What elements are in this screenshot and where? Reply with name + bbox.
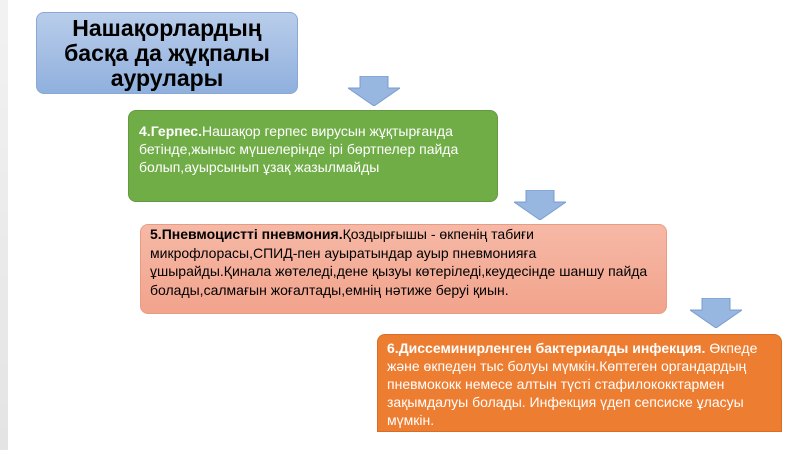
item-text: Қоздырғышы - өкпенің табиғи микрофлорасы,СПИД-пен ауыратындар ауыр пневмонияға ұшырайды.Қинала жөтеледі,дене қызуы көтеріледі,кеудесінде шаншу пайда болады,салмағын жоғалтады,емнің нәтиже беруі қиын.: [150, 226, 648, 298]
title-box: [36, 12, 298, 94]
down-arrow-icon: [514, 190, 566, 220]
item-number: 5.: [150, 226, 162, 242]
item-number: 6.: [387, 340, 399, 356]
item-heading: Пневмоцистті пневмония.: [161, 226, 343, 242]
down-arrow-icon: [348, 76, 400, 106]
page-title: Нашақорлардың басқа да жұқпалы аурулары: [64, 14, 270, 91]
down-arrow-icon: [690, 298, 742, 328]
item-number: 4.: [139, 123, 151, 139]
pneumonia-box: [140, 224, 667, 314]
item-heading: Диссеминирленген бактериалды инфекция.: [398, 340, 706, 356]
item-text: Нашақор герпес вирусын жұқтырғанда бетінде,жыныс мүшелерінде ірі бөртпелер пайда болып,ауырсынып ұзақ жазылмайды: [139, 123, 459, 175]
bacterial-infection-box: [377, 334, 782, 432]
left-edge-strip: [0, 0, 8, 450]
item-heading: Герпес.: [150, 123, 202, 139]
item-text: Өкпеде және өкпеден тыс болуы мүмкін.Көптеген органдардың пневмококк немесе алтын түсті стафилококктармен зақымдалуы болады. Инфекция үдеп сепсиске ұласуы мүмкін.: [387, 340, 758, 428]
herpes-box: [128, 110, 498, 202]
